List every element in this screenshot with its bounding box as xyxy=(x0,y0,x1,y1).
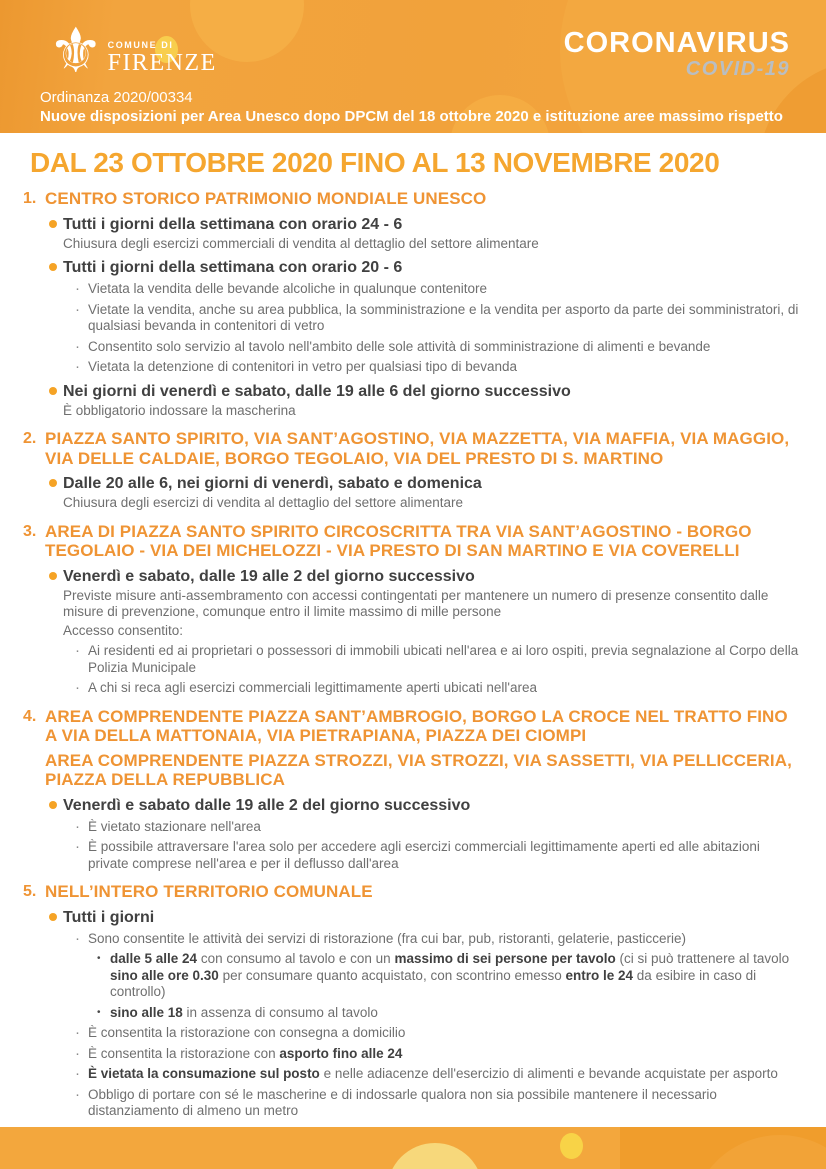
list-item xyxy=(23,474,800,493)
list-item-text: Sono consentite le attività dei servizi di ristorazione (fra cui bar, pub, ristoranti, gelaterie, pasticcerie) xyxy=(88,930,687,946)
florence-lily-icon: ⚜ xyxy=(48,14,104,87)
dot-icon: · xyxy=(75,1024,80,1041)
section-heading-text: AREA COMPRENDENTE PIAZZA STROZZI, VIA STROZZI, VIA SASSETTI, VIA PELLICCERIA, PIAZZA DELLA REPUBBLICA xyxy=(45,750,792,789)
dot-icon: · xyxy=(75,838,80,855)
list-item-text: È obbligatorio indossare la mascherina xyxy=(63,402,296,418)
section-heading xyxy=(23,751,800,790)
dot-icon: · xyxy=(75,280,80,297)
list-item xyxy=(23,1046,800,1063)
dot-icon: • xyxy=(97,1006,101,1018)
section-1 xyxy=(23,189,800,419)
section-5 xyxy=(23,882,800,1120)
section-heading-text: AREA COMPRENDENTE PIAZZA SANT’AMBROGIO, BORGO LA CROCE NEL TRATTO FINO A VIA DELLA MATTONAIA, VIA PIETRAPIANA, PIAZZA DEI CIOMPI xyxy=(45,706,788,745)
logo-comune-di-label: COMUNE DI xyxy=(107,40,174,50)
ordinance-block xyxy=(40,89,783,126)
list-item-text: Venerdì e sabato, dalle 19 alle 2 del giorno successivo xyxy=(63,567,475,585)
list-item-text: A chi si reca agli esercizi commerciali legittimamente aperti ubicati nell'area xyxy=(88,680,538,695)
list-item-text: Accesso consentito: xyxy=(63,622,184,638)
decor-blob xyxy=(560,1133,583,1159)
list-item-text: sino alle 18 in assenza di consumo al tavolo xyxy=(110,1004,378,1020)
section-heading-text: CENTRO STORICO PATRIMONIO MONDIALE UNESCO xyxy=(45,189,487,208)
list-item-text: Nei giorni di venerdì e sabato, dalle 19 alle 6 del giorno successivo xyxy=(63,382,571,400)
section-heading xyxy=(23,707,800,746)
list-item xyxy=(23,680,800,697)
list-item xyxy=(23,796,800,815)
dot-icon: • xyxy=(97,953,101,964)
comune-firenze-logo xyxy=(48,14,217,87)
ordinance-subtitle: Nuove disposizioni per Area Unesco dopo DPCM del 18 ottobre 2020 e istituzione aree massimo rispetto xyxy=(40,108,783,125)
list-item-text: Vietata la vendita delle bevande alcoliche in qualunque contenitore xyxy=(88,281,488,296)
list-item xyxy=(23,1087,800,1120)
list-item-text: Chiusura degli esercizi commerciali di vendita al dettaglio del settore alimentare xyxy=(63,235,539,251)
dot-icon: · xyxy=(75,300,80,318)
list-item-text: Tutti i giorni della settimana con orario 20 - 6 xyxy=(63,259,403,276)
list-item-text: Consentito solo servizio al tavolo nell'ambito delle sole attività di somministrazione di alimenti e bevande xyxy=(88,338,711,354)
section-3 xyxy=(23,522,800,697)
list-item-text: Tutti i giorni xyxy=(63,908,155,926)
section-number: 2. xyxy=(23,430,37,447)
list-item xyxy=(23,302,800,335)
list-item xyxy=(23,1025,800,1042)
list-item-text: Ai residenti ed ai proprietari o possessori di immobili ubicati nell'area e ai loro ospiti, previa segnalazione al Corpo della Polizia Municipale xyxy=(88,643,799,675)
dot-icon: · xyxy=(75,642,80,659)
dot-icon: · xyxy=(75,1085,80,1103)
list-item-text: Previste misure anti-assembramento con accessi contingentati per mantenere un numero di presenze consentito dalle misure di prevenzione, comunque entro il limite massimo di mille persone xyxy=(63,587,769,619)
sections xyxy=(23,189,800,1120)
list-item-text: Obbligo di portare con sé le mascherine e di indossarle qualora non sia possibile mantenere il necessario distanziamento di almeno un metro xyxy=(88,1086,717,1118)
orange-bullet-icon xyxy=(49,220,63,228)
list-item-text: È vietato stazionare nell'area xyxy=(88,818,261,834)
orange-bullet-icon xyxy=(49,572,63,580)
list-item xyxy=(23,1005,800,1022)
list-item xyxy=(23,339,800,356)
list-item xyxy=(23,567,800,586)
list-item xyxy=(23,1066,800,1083)
section-heading xyxy=(23,429,800,468)
list-item xyxy=(23,359,800,376)
list-item-text: Vietata la detenzione di contenitori in vetro per qualsiasi tipo di bevanda xyxy=(88,359,518,374)
dot-icon: · xyxy=(75,358,80,375)
section-heading-text: AREA DI PIAZZA SANTO SPIRITO CIRCOSCRITTA TRA VIA SANT’AGOSTINO - BORGO TEGOLAIO - VIA DEI MICHELOZZI - VIA PRESTO DI SAN MARTINO E VIA COVERELLI xyxy=(45,521,752,560)
list-item xyxy=(23,236,800,253)
list-item xyxy=(23,382,800,401)
list-item-text: Venerdì e sabato dalle 19 alle 2 del giorno successivo xyxy=(63,796,471,814)
main-content xyxy=(0,133,826,1127)
orange-bullet-icon xyxy=(49,263,63,271)
dot-icon: · xyxy=(75,929,80,947)
list-item-text: Dalle 20 alle 6, nei giorni di venerdì, sabato e domenica xyxy=(63,475,482,492)
list-item xyxy=(23,643,800,676)
list-item xyxy=(23,839,800,872)
section-number: 4. xyxy=(23,707,37,725)
list-item-text: Vietate la vendita, anche su area pubblica, la somministrazione e la vendita per asporto da parte dei somministratori, di qualsiasi bevanda in contenitori di vetro xyxy=(88,301,799,333)
section-4 xyxy=(23,707,800,873)
list-item-text: È consentita la ristorazione con asporto fino alle 24 xyxy=(88,1045,403,1061)
section-heading xyxy=(23,882,800,902)
list-item xyxy=(23,623,800,640)
list-item xyxy=(23,819,800,836)
covid19-subtitle: COVID-19 xyxy=(685,58,790,80)
list-item xyxy=(23,281,800,298)
brand-block xyxy=(564,28,790,80)
dot-icon: · xyxy=(75,337,80,355)
section-number: 1. xyxy=(23,190,37,207)
header-band xyxy=(0,0,826,133)
section-heading-text: PIAZZA SANTO SPIRITO, VIA SANT’AGOSTINO, VIA MAZZETTA, VIA MAFFIA, VIA MAGGIO, VIA DELLE CALDAIE, BORGO TEGOLAIO, VIA DEL PRESTO DI S. MARTINO xyxy=(45,429,790,468)
dot-icon: · xyxy=(75,1044,80,1062)
list-item-text: dalle 5 alle 24 con consumo al tavolo e con un massimo di sei persone per tavolo (ci si può trattenere al tavolo sino alle ore 0.30 per consumare quanto acquistato, con scontrino emesso entro le 24 da esibire in caso di controllo) xyxy=(110,951,790,999)
list-item-text: È consentita la ristorazione con consegna a domicilio xyxy=(88,1025,406,1040)
decor-blob xyxy=(387,1143,483,1169)
list-item-text: Tutti i giorni della settimana con orario 24 - 6 xyxy=(63,215,403,233)
page-title: DAL 23 OTTOBRE 2020 FINO AL 13 NOVEMBRE 2020 xyxy=(30,147,720,178)
section-number: 5. xyxy=(23,883,37,900)
dot-icon: · xyxy=(75,817,80,835)
list-item xyxy=(23,951,800,1001)
list-item xyxy=(23,908,800,927)
coronavirus-title: CORONAVIRUS xyxy=(563,27,790,59)
list-item xyxy=(23,258,800,277)
orange-bullet-icon xyxy=(49,387,63,395)
section-heading xyxy=(23,522,800,561)
list-item xyxy=(23,495,800,512)
orange-bullet-icon xyxy=(49,913,63,921)
list-item xyxy=(23,588,800,621)
list-item-text: Chiusura degli esercizi di vendita al dettaglio del settore alimentare xyxy=(63,495,463,510)
section-heading-text: NELL’INTERO TERRITORIO COMUNALE xyxy=(45,882,373,901)
dot-icon: · xyxy=(75,1065,80,1082)
dot-icon: · xyxy=(75,679,80,696)
list-item-text: È vietata la consumazione sul posto e nelle adiacenze dell'esercizio di alimenti e bevande acquistate per asporto xyxy=(88,1066,778,1081)
orange-bullet-icon xyxy=(49,801,63,809)
orange-bullet-icon xyxy=(49,479,63,487)
ordinance-number: Ordinanza 2020/00334 xyxy=(40,89,193,106)
footer-band xyxy=(0,1127,826,1169)
list-item xyxy=(23,215,800,234)
list-item xyxy=(23,931,800,948)
list-item xyxy=(23,403,800,420)
section-number: 3. xyxy=(23,522,37,540)
logo-firenze-label: FIRENZE xyxy=(107,50,217,76)
list-item-text: È possibile attraversare l'area solo per accedere agli esercizi commerciali legittimamente aperti ed alle abitazioni private comprese nell'area e per il deflusso dall'area xyxy=(88,839,760,871)
section-heading xyxy=(23,189,800,209)
section-2 xyxy=(23,429,800,512)
